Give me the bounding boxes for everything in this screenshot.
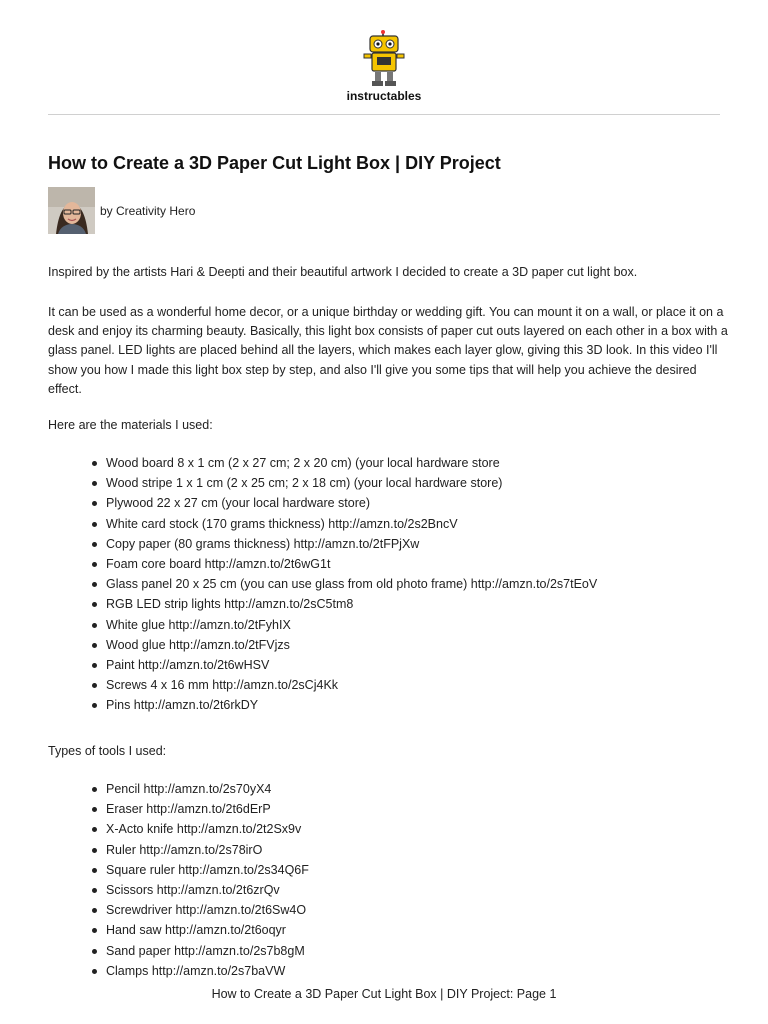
materials-heading: Here are the materials I used:: [48, 418, 213, 432]
list-item: Hand saw http://amzn.to/2t6oqyr: [48, 920, 309, 940]
list-item: Clamps http://amzn.to/2s7baVW: [48, 961, 309, 981]
list-item: Wood stripe 1 x 1 cm (2 x 25 cm; 2 x 18 cm) (your local hardware store): [48, 473, 597, 493]
page-header: [0, 0, 768, 116]
list-item: Screwdriver http://amzn.to/2t6Sw4O: [48, 900, 309, 920]
description-paragraph: It can be used as a wonderful home decor, or a unique birthday or wedding gift. You can mount it on a wall, or place it on a desk and enjoy its charming beauty. Basically, this light box consists of paper cut outs layered on each other in a box with a glass panel. LED lights are placed behind all the layers, which makes each layer glow, giving this 3D look. In this video I'll show you how I made this light box step by step, and also I'll give you some tips that will help you achieve the desired effect.: [48, 305, 728, 396]
list-item: Screws 4 x 16 mm http://amzn.to/2sCj4Kk: [48, 675, 597, 695]
list-item: Pins http://amzn.to/2t6rkDY: [48, 695, 597, 715]
list-item: Paint http://amzn.to/2t6wHSV: [48, 655, 597, 675]
list-item: Plywood 22 x 27 cm (your local hardware store): [48, 493, 597, 513]
list-item: Ruler http://amzn.to/2s78irO: [48, 840, 309, 860]
header-divider: [48, 114, 720, 115]
list-item: RGB LED strip lights http://amzn.to/2sC5tm8: [48, 594, 597, 614]
list-item: Square ruler http://amzn.to/2s34Q6F: [48, 860, 309, 880]
tools-heading: Types of tools I used:: [48, 744, 167, 758]
list-item: Wood board 8 x 1 cm (2 x 27 cm; 2 x 20 cm) (your local hardware store: [48, 453, 597, 473]
list-item: Wood glue http://amzn.to/2tFVjzs: [48, 635, 597, 655]
author-avatar[interactable]: [48, 187, 95, 234]
tools-list: [48, 779, 309, 981]
list-item: Eraser http://amzn.to/2t6dErP: [48, 799, 309, 819]
list-item: Scissors http://amzn.to/2t6zrQv: [48, 880, 309, 900]
list-item: White card stock (170 grams thickness) http://amzn.to/2s2BncV: [48, 514, 597, 534]
list-item: Foam core board http://amzn.to/2t6wG1t: [48, 554, 597, 574]
list-item: Sand paper http://amzn.to/2s7b8gM: [48, 941, 309, 961]
author-byline[interactable]: by Creativity Hero: [100, 204, 196, 218]
brand-name[interactable]: instructables: [346, 89, 422, 103]
list-item: Glass panel 20 x 25 cm (you can use glass from old photo frame) http://amzn.to/2s7tEoV: [48, 574, 597, 594]
materials-list: [48, 453, 597, 715]
list-item: X-Acto knife http://amzn.to/2t2Sx9v: [48, 819, 309, 839]
page-title: How to Create a 3D Paper Cut Light Box | DIY Project: [48, 153, 501, 173]
intro-paragraph: Inspired by the artists Hari & Deepti and their beautiful artwork I decided to create a 3D paper cut light box.: [48, 265, 638, 279]
list-item: White glue http://amzn.to/2tFyhIX: [48, 615, 597, 635]
instructables-robot-logo[interactable]: [360, 30, 408, 88]
list-item: Pencil http://amzn.to/2s70yX4: [48, 779, 309, 799]
page-footer: How to Create a 3D Paper Cut Light Box | DIY Project: Page 1: [211, 987, 557, 1001]
list-item: Copy paper (80 grams thickness) http://amzn.to/2tFPjXw: [48, 534, 597, 554]
